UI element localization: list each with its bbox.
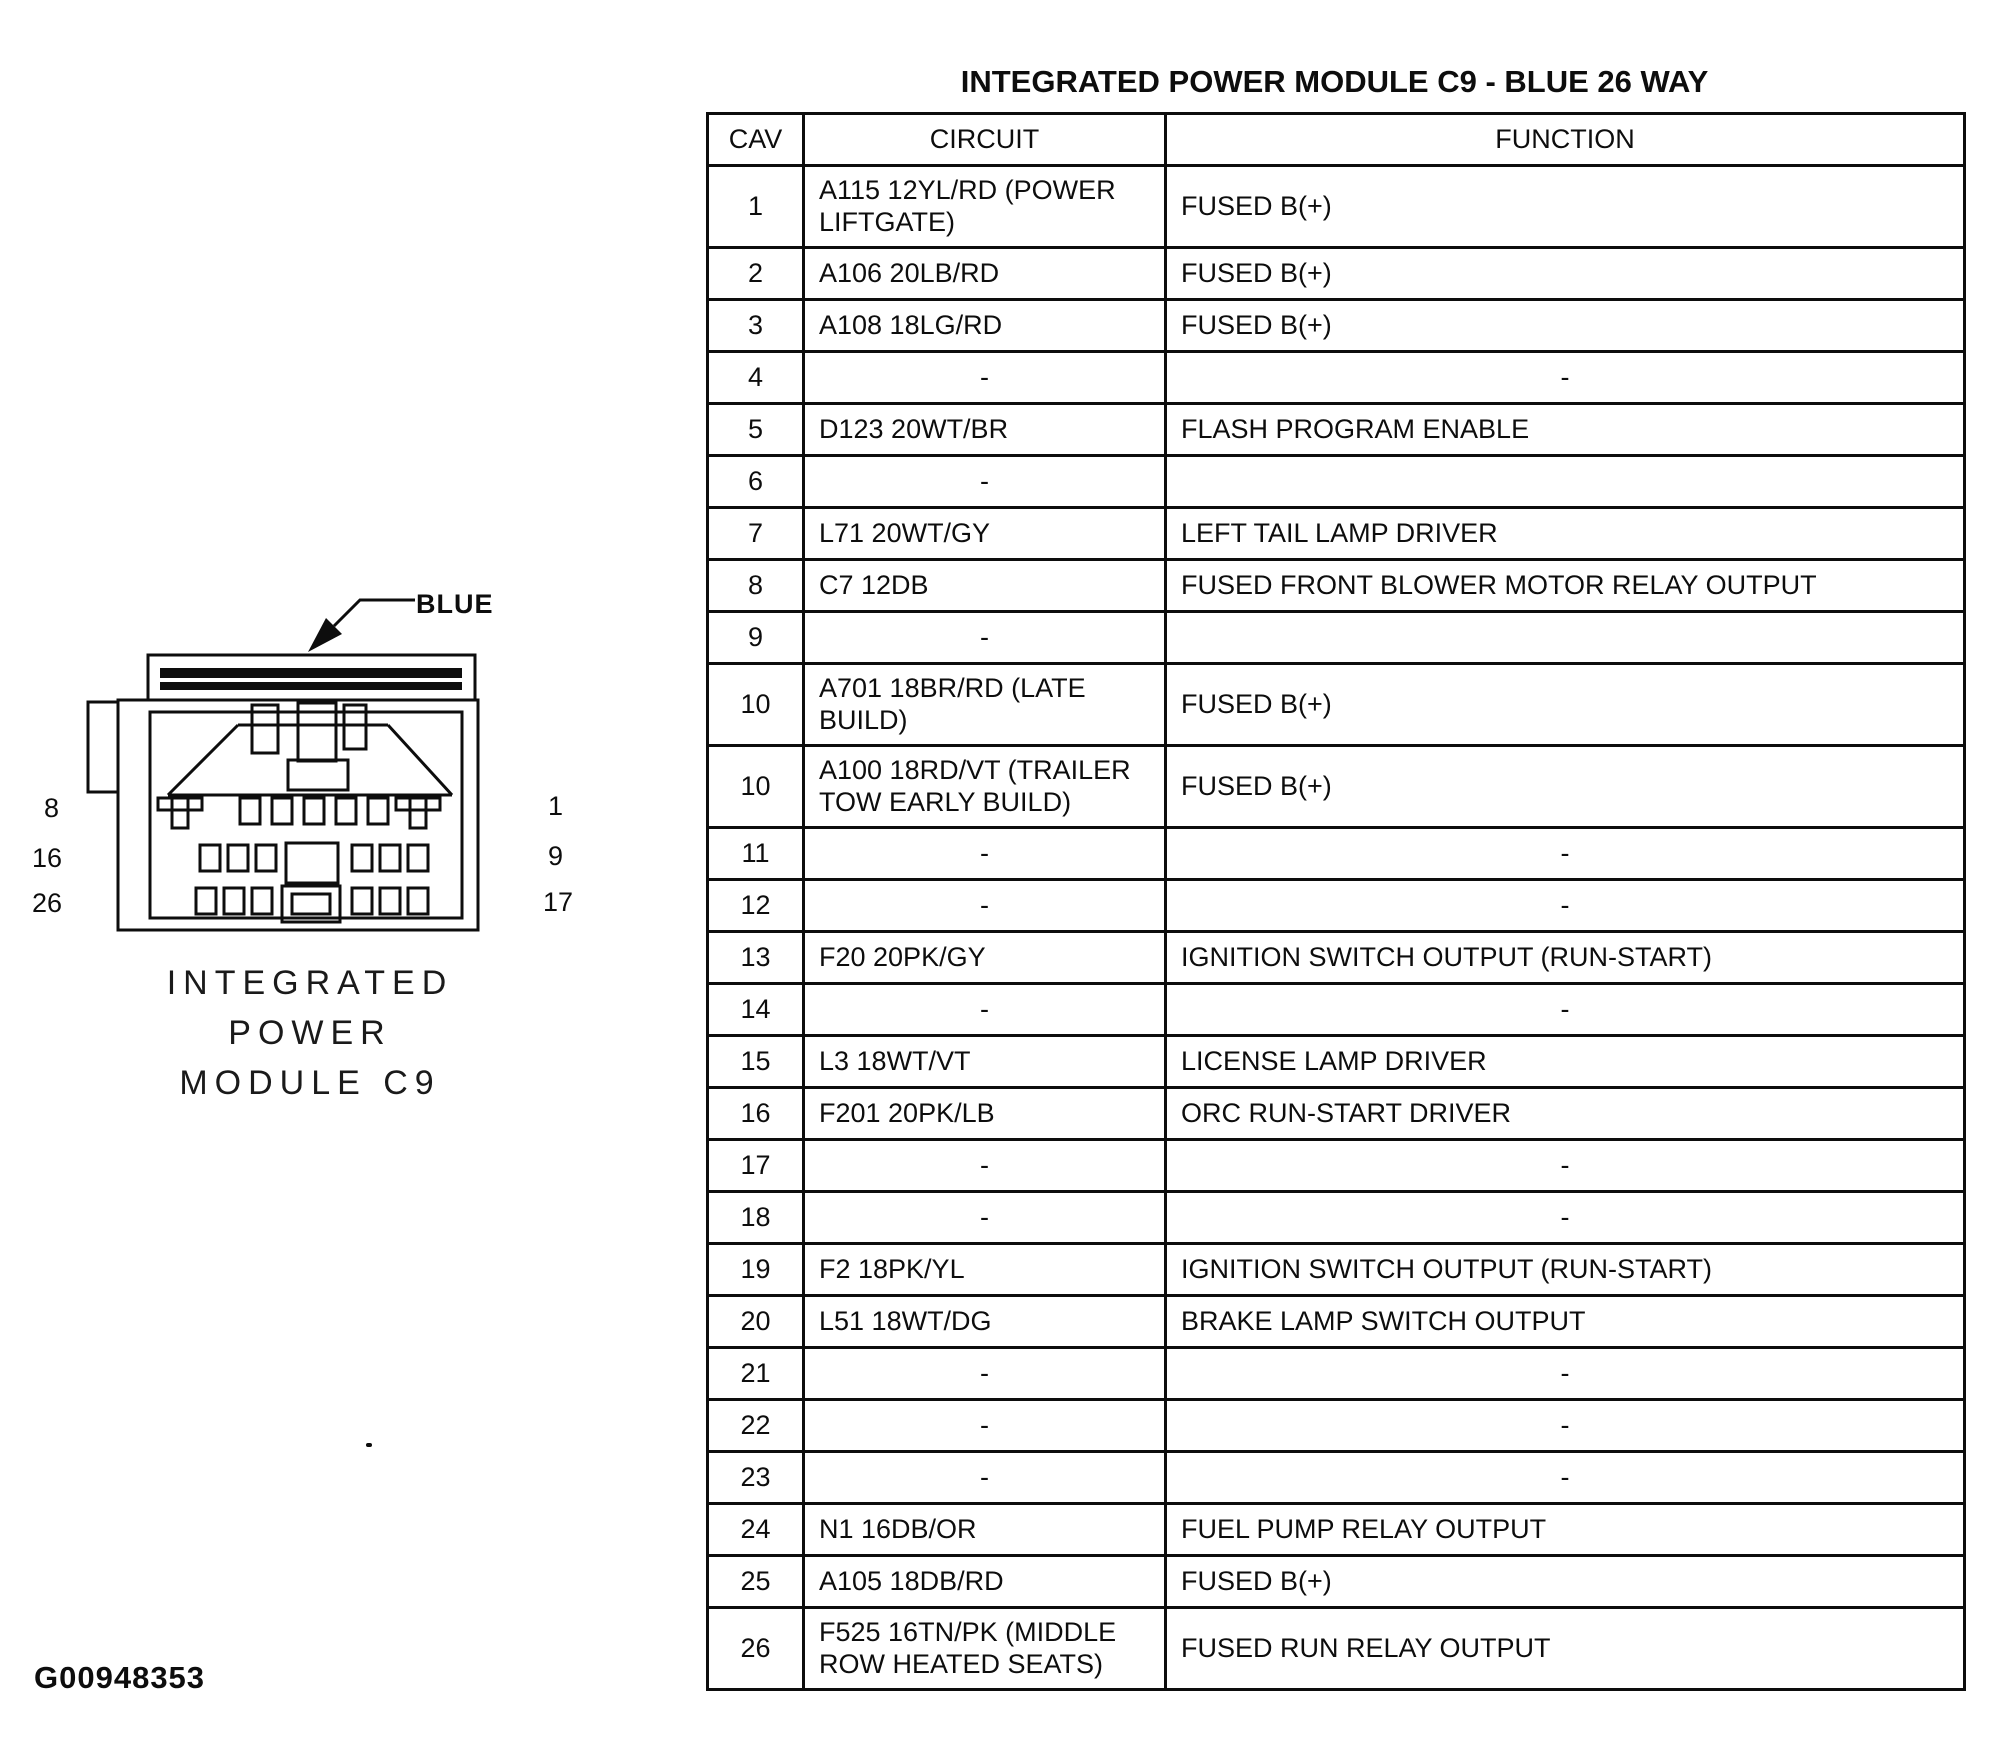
function-cell: - [1166,880,1965,932]
cav-cell: 25 [708,1556,804,1608]
circuit-cell: F201 20PK/LB [804,1088,1166,1140]
circuit-cell: A106 20LB/RD [804,248,1166,300]
figure-code: G00948353 [34,1660,206,1695]
function-cell: FUSED FRONT BLOWER MOTOR RELAY OUTPUT [1166,560,1965,612]
function-cell: FUSED B(+) [1166,1556,1965,1608]
function-cell: FUSED B(+) [1166,300,1965,352]
cav-cell: 10 [708,746,804,828]
cav-cell: 18 [708,1192,804,1244]
table-row [708,508,1965,560]
table-row [708,1608,1965,1690]
circuit-cell: - [804,1400,1166,1452]
cav-cell: 2 [708,248,804,300]
cav-cell: 21 [708,1348,804,1400]
page-title: INTEGRATED POWER MODULE C9 - BLUE 26 WAY [960,64,1709,99]
scan-speck [366,1443,372,1447]
function-cell: LEFT TAIL LAMP DRIVER [1166,508,1965,560]
table-row [708,300,1965,352]
cav-cell: 19 [708,1244,804,1296]
circuit-cell: - [804,828,1166,880]
circuit-cell: A701 18BR/RD (LATE BUILD) [804,664,1166,746]
table-row [708,1400,1965,1452]
function-cell: - [1166,828,1965,880]
function-cell: FUSED B(+) [1166,746,1965,828]
cav-cell: 1 [708,166,804,248]
connector-caption-line-1: INTEGRATED [166,964,454,1002]
cav-cell: 24 [708,1504,804,1556]
circuit-cell: - [804,880,1166,932]
connector-diagram [30,575,570,955]
table-row [708,1244,1965,1296]
function-cell: BRAKE LAMP SWITCH OUTPUT [1166,1296,1965,1348]
function-cell: ORC RUN-START DRIVER [1166,1088,1965,1140]
cav-cell: 15 [708,1036,804,1088]
pin-label-17: 17 [543,887,574,917]
circuit-cell: L71 20WT/GY [804,508,1166,560]
circuit-cell: D123 20WT/BR [804,404,1166,456]
cav-cell: 5 [708,404,804,456]
function-cell [1166,456,1965,508]
pin-label-26: 26 [32,888,63,918]
function-cell: - [1166,984,1965,1036]
connector-color-label: BLUE [416,589,494,619]
circuit-cell: N1 16DB/OR [804,1504,1166,1556]
cav-column-header: CAV [708,114,804,166]
table-row [708,456,1965,508]
table-row [708,1088,1965,1140]
table-row [708,612,1965,664]
table-row [708,404,1965,456]
function-cell: FUEL PUMP RELAY OUTPUT [1166,1504,1965,1556]
function-cell: - [1166,352,1965,404]
circuit-cell: - [804,1348,1166,1400]
table-row [708,664,1965,746]
circuit-cell: - [804,352,1166,404]
pinout-table [706,112,1966,1691]
header-row [708,114,1965,166]
cav-cell: 22 [708,1400,804,1452]
table-row [708,1556,1965,1608]
cav-cell: 4 [708,352,804,404]
function-cell: - [1166,1452,1965,1504]
circuit-cell: L51 18WT/DG [804,1296,1166,1348]
circuit-cell: - [804,1140,1166,1192]
circuit-column-header: CIRCUIT [804,114,1166,166]
circuit-cell: F2 18PK/YL [804,1244,1166,1296]
cav-cell: 17 [708,1140,804,1192]
function-cell: IGNITION SWITCH OUTPUT (RUN-START) [1166,1244,1965,1296]
pin-label-16: 16 [32,843,63,873]
function-cell: - [1166,1140,1965,1192]
table-row [708,1348,1965,1400]
cav-cell: 11 [708,828,804,880]
cav-cell: 23 [708,1452,804,1504]
table-row [708,1140,1965,1192]
blue-leader-line [334,600,415,626]
pin-label-8: 8 [44,793,60,823]
table-row [708,880,1965,932]
table-row [708,1504,1965,1556]
cav-cell: 9 [708,612,804,664]
circuit-cell: A108 18LG/RD [804,300,1166,352]
circuit-cell: A115 12YL/RD (POWER LIFTGATE) [804,166,1166,248]
connector-caption-line-2: POWER [228,1014,392,1052]
function-cell [1166,612,1965,664]
circuit-cell: - [804,456,1166,508]
cav-cell: 8 [708,560,804,612]
function-cell: FUSED RUN RELAY OUTPUT [1166,1608,1965,1690]
cav-cell: 3 [708,300,804,352]
pinout-table-header [708,114,1965,166]
function-cell: FUSED B(+) [1166,664,1965,746]
cav-cell: 7 [708,508,804,560]
table-row [708,352,1965,404]
connector-caption-line-3: MODULE C9 [179,1064,441,1102]
cav-cell: 6 [708,456,804,508]
circuit-cell: C7 12DB [804,560,1166,612]
function-cell: FUSED B(+) [1166,166,1965,248]
table-row [708,932,1965,984]
table-row [708,1036,1965,1088]
table-row [708,248,1965,300]
cav-cell: 14 [708,984,804,1036]
circuit-cell: - [804,1452,1166,1504]
table-row [708,560,1965,612]
circuit-cell: L3 18WT/VT [804,1036,1166,1088]
table-row [708,166,1965,248]
circuit-cell: - [804,612,1166,664]
table-row [708,828,1965,880]
function-cell: FLASH PROGRAM ENABLE [1166,404,1965,456]
circuit-cell: - [804,984,1166,1036]
cav-cell: 26 [708,1608,804,1690]
table-row [708,1296,1965,1348]
function-cell: FUSED B(+) [1166,248,1965,300]
cav-cell: 16 [708,1088,804,1140]
table-row [708,746,1965,828]
function-cell: LICENSE LAMP DRIVER [1166,1036,1965,1088]
function-cell: - [1166,1400,1965,1452]
pin-label-9: 9 [548,841,564,871]
table-row [708,1452,1965,1504]
circuit-cell: F525 16TN/PK (MIDDLE ROW HEATED SEATS) [804,1608,1166,1690]
cav-cell: 10 [708,664,804,746]
pinout-table-body [708,166,1965,1690]
cav-cell: 12 [708,880,804,932]
function-cell: - [1166,1348,1965,1400]
function-cell: - [1166,1192,1965,1244]
circuit-cell: A100 18RD/VT (TRAILER TOW EARLY BUILD) [804,746,1166,828]
cav-cell: 20 [708,1296,804,1348]
cav-cell: 13 [708,932,804,984]
connector-caption [130,958,490,1108]
table-row [708,984,1965,1036]
function-column-header: FUNCTION [1166,114,1965,166]
function-cell: IGNITION SWITCH OUTPUT (RUN-START) [1166,932,1965,984]
table-row [708,1192,1965,1244]
circuit-cell: - [804,1192,1166,1244]
pin-label-1: 1 [548,791,564,821]
circuit-cell: F20 20PK/GY [804,932,1166,984]
circuit-cell: A105 18DB/RD [804,1556,1166,1608]
